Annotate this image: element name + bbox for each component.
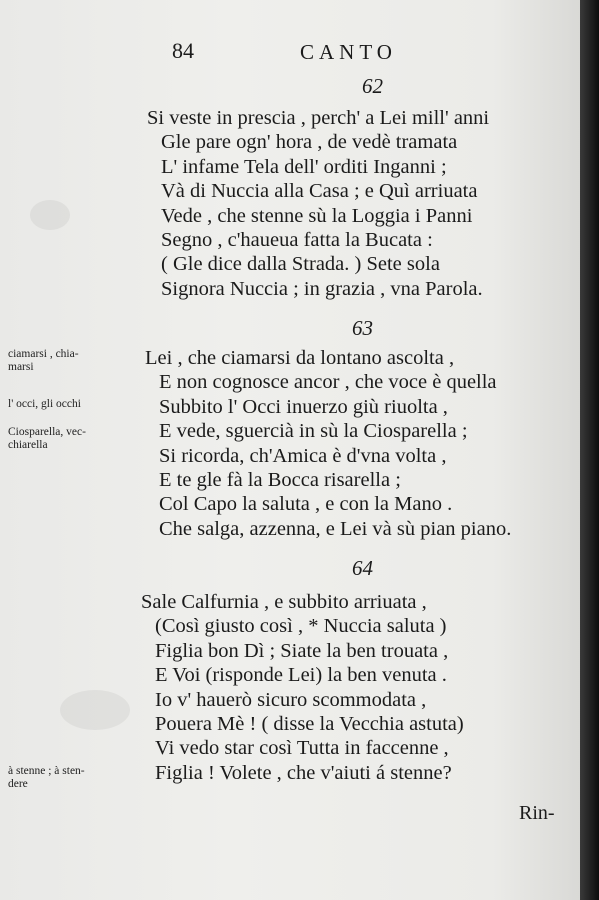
verse-line: Che salga, azzenna, e Lei và sù pian piano. [159, 517, 512, 540]
stanza [147, 106, 489, 301]
verse-line: (Così giusto così , * Nuccia saluta ) [155, 615, 447, 638]
verse-line: L' infame Tela dell' orditi Inganni ; [161, 155, 447, 178]
stanza-number: 63 [352, 316, 373, 340]
catchword: Rin- [519, 802, 555, 824]
verse-line: E te gle fà la Bocca risarella ; [159, 469, 401, 492]
verse-line: Gle pare ogn' hora , de vedè tramata [161, 131, 458, 154]
stanza [145, 346, 511, 541]
verse-line: Si ricorda, ch'Amica è d'vna volta , [159, 444, 447, 467]
marginal-gloss: l' occi, gli occhi [8, 398, 81, 410]
verse-line: Lei , che ciamarsi da lontano ascolta , [145, 347, 455, 369]
marginal-gloss: à stenne ; à sten- dere [8, 765, 85, 790]
verse-line: Subbito l' Occi inuerzo giù riuolta , [159, 395, 448, 418]
stanza-number: 62 [362, 74, 383, 98]
verse-line: Segno , c'haueua fatta la Bucata : [161, 229, 433, 252]
marginal-gloss: ciamarsi , chia- marsi [8, 348, 79, 373]
verse-line: ( Gle dice dalla Strada. ) Sete sola [161, 253, 440, 276]
marginal-gloss: Ciosparella, vec- chiarella [8, 426, 86, 451]
paper-stain [60, 690, 130, 730]
stanza [141, 590, 464, 785]
page-header [0, 38, 580, 68]
paper-stain [30, 200, 70, 230]
verse-line: Si veste in prescia , perch' a Lei mill' anni [147, 107, 490, 129]
verse-line: Vede , che stenne sù la Loggia i Panni [161, 204, 473, 227]
verse-line: Figlia ! Volete , che v'aiuti á stenne? [155, 761, 452, 784]
verse-line: E vede, sguercià in sù la Ciosparella ; [159, 420, 468, 443]
verse-line: E Voi (risponde Lei) la ben venuta . [155, 664, 447, 687]
verse-line: Signora Nuccia ; in grazia , vna Parola. [161, 277, 483, 300]
running-title: CANTO [300, 40, 397, 64]
verse-line: Io v' hauerò sicuro scommodata , [155, 688, 427, 711]
verse-line: Và di Nuccia alla Casa ; e Quì arriuata [161, 180, 478, 203]
stanza-number: 64 [352, 556, 373, 580]
verse-line: Sale Calfurnia , e subbito arriuata , [141, 591, 427, 613]
verse-line: Col Capo la saluta , e con la Mano . [159, 493, 453, 516]
verse-line: Vi vedo star così Tutta in faccenne , [155, 737, 449, 760]
verse-line: Pouera Mè ! ( disse la Vecchia astuta) [155, 713, 464, 736]
book-gutter-shadow [580, 0, 599, 900]
page-number: 84 [172, 38, 194, 63]
verse-line: E non cognosce ancor , che voce è quella [159, 371, 497, 394]
verse-line: Figlia bon Dì ; Siate la ben trouata , [155, 639, 449, 662]
